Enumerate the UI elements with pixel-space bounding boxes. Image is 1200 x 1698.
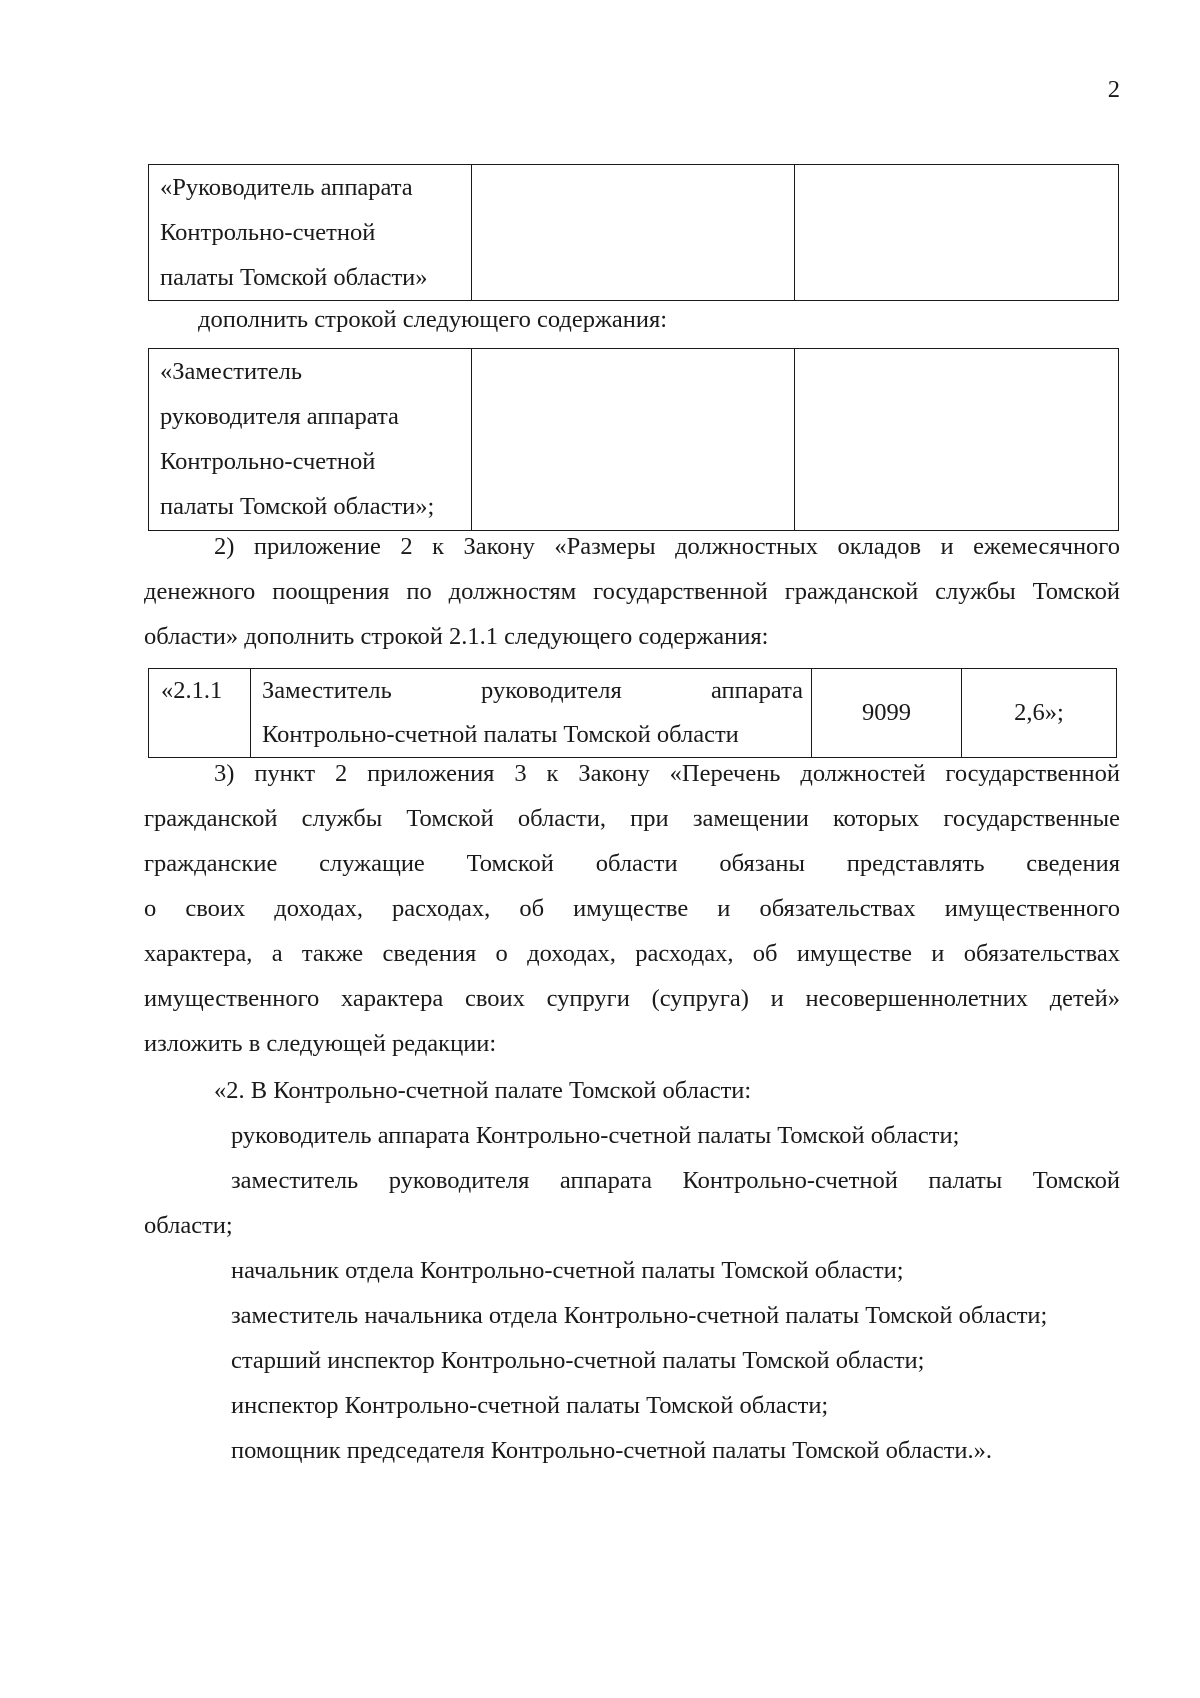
cell-line: «Заместитель (160, 358, 303, 385)
position-line: инспектор Контрольно-счетной палаты Томской области; (231, 1392, 829, 1419)
table-row (149, 165, 1119, 301)
item3-line: гражданские служащие Томской области обязаны представлять сведения (144, 850, 1120, 877)
row-number-cell: «2.1.1 (149, 669, 251, 758)
cell-line: Контрольно-счетной (160, 219, 376, 246)
position-line: заместитель руководителя аппарата Контрольно-счетной палаты Томской (231, 1167, 1120, 1194)
cell-line: «Руководитель аппарата (160, 174, 413, 201)
position-line: области; (144, 1212, 233, 1239)
position-line: заместитель начальника отдела Контрольно-счетной палаты Томской области; (231, 1302, 1048, 1329)
table-row (149, 349, 1119, 531)
empty-cell (472, 165, 795, 301)
item3-line: 3) пункт 2 приложения 3 к Закону «Перечень должностей государственной (214, 760, 1120, 787)
table-row (149, 669, 1117, 758)
item3-line: изложить в следующей редакции: (144, 1030, 497, 1057)
cell-line: руководителя аппарата (160, 403, 399, 430)
position-cell (149, 165, 472, 301)
item3-line: гражданской службы Томской области, при замещении которых государственные (144, 805, 1120, 832)
cell-line: Контрольно-счетной палаты Томской области (262, 721, 739, 748)
cell-line: палаты Томской области»; (160, 493, 435, 520)
page-number: 2 (1107, 76, 1120, 103)
table-salary-row (148, 668, 1117, 758)
item3-line: о своих доходах, расходах, об имуществе и обязательствах имущественного (144, 895, 1120, 922)
empty-cell (472, 349, 795, 531)
item2-line: денежного поощрения по должностям государственной гражданской службы Томской (144, 578, 1120, 605)
cell-line: палаты Томской области» (160, 264, 428, 291)
cell-line: Заместитель руководителя аппарата (262, 677, 803, 704)
coefficient-cell: 2,6»; (962, 669, 1117, 758)
item3-line: имущественного характера своих супруги (супруга) и несовершеннолетних детей» (144, 985, 1120, 1012)
empty-cell (795, 349, 1119, 531)
item3-line: характера, а также сведения о доходах, расходах, об имуществе и обязательствах (144, 940, 1120, 967)
table-head-of-staff (148, 164, 1119, 301)
table-deputy-head-of-staff (148, 348, 1119, 531)
item2-line: 2) приложение 2 к Закону «Размеры должностных окладов и ежемесячного (214, 533, 1120, 560)
item2-line: области» дополнить строкой 2.1.1 следующего содержания: (144, 623, 769, 650)
salary-cell: 9099 (812, 669, 962, 758)
position-cell (149, 349, 472, 531)
empty-cell (795, 165, 1119, 301)
add-row-instruction: дополнить строкой следующего содержания: (198, 306, 668, 333)
position-line: начальник отдела Контрольно-счетной палаты Томской области; (231, 1257, 904, 1284)
position-title-cell (251, 669, 812, 758)
position-line: руководитель аппарата Контрольно-счетной палаты Томской области; (231, 1122, 960, 1149)
cell-line: Контрольно-счетной (160, 448, 376, 475)
new-text-heading: «2. В Контрольно-счетной палате Томской области: (214, 1077, 752, 1104)
position-line: помощник председателя Контрольно-счетной палаты Томской области.». (231, 1437, 993, 1464)
position-line: старший инспектор Контрольно-счетной палаты Томской области; (231, 1347, 925, 1374)
